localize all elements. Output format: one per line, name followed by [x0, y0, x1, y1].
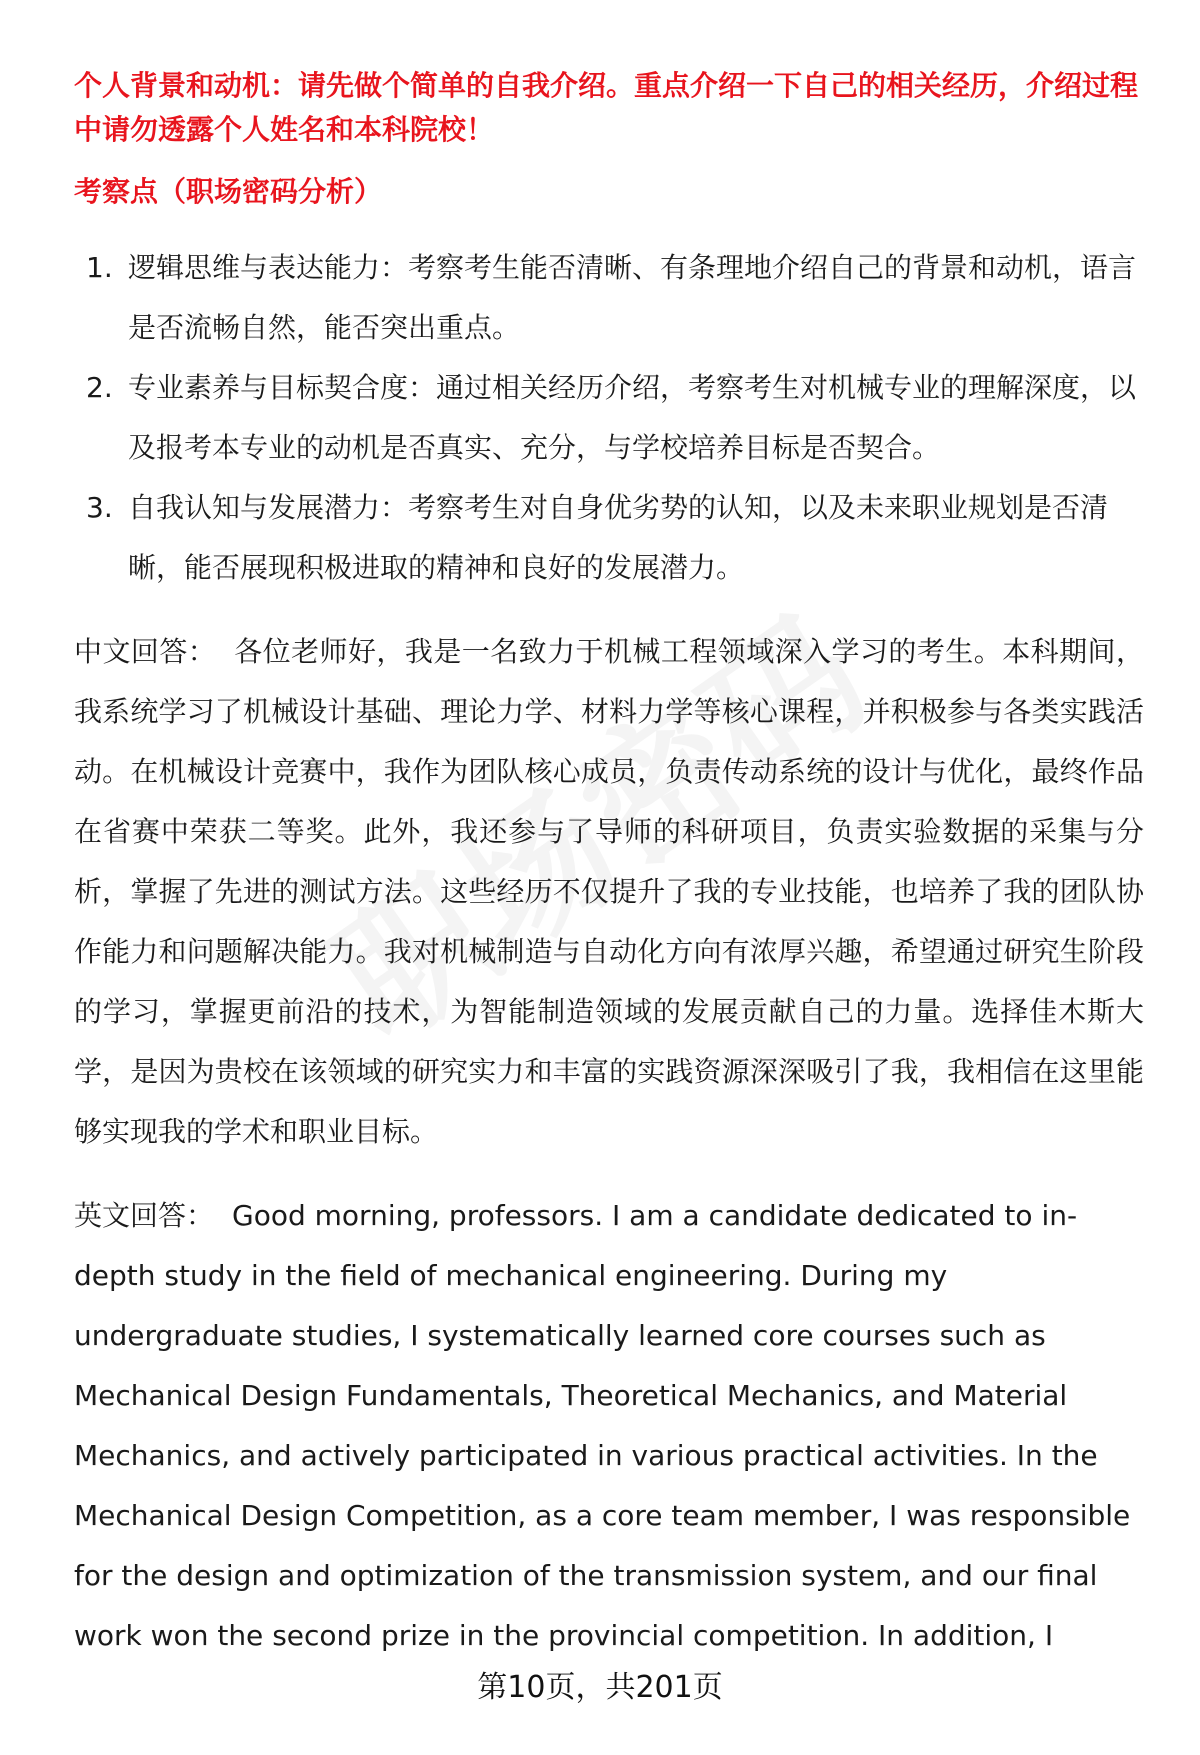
- page-content: [74, 64, 1144, 1666]
- english-answer-text: Good morning, professors. I am a candidate dedicated to in-depth study in the field of mechanical engineering. During my undergraduate studies, I systematically learned core courses such as Mechanical Design Fundamentals, Theoretical Mechanics, and Material Mechanics, and actively participated in various practical activities. In the Mechanical Design Competition, as a core team member, I was responsible for the design and optimization of the transmission system, and our final work won the second prize in the provincial competition. In addition, I: [74, 1199, 1131, 1652]
- chinese-answer-label: 中文回答：: [74, 635, 217, 668]
- chinese-answer: [74, 622, 1144, 1162]
- english-answer-label: 英文回答：: [74, 1199, 215, 1232]
- list-item: [74, 358, 1144, 478]
- list-item-number: 2.: [86, 371, 113, 404]
- section-title: 考察点（职场密码分析）: [74, 175, 383, 208]
- page-number-footer: 第10页，共201页: [477, 1670, 723, 1705]
- english-answer: [74, 1186, 1144, 1666]
- question-heading: 个人背景和动机：请先做个简单的自我介绍。重点介绍一下自己的相关经历，介绍过程中请勿透露个人姓名和本科院校！: [74, 69, 1139, 146]
- list-item-number: 1.: [86, 251, 113, 284]
- list-item-text: 自我认知与发展潜力：考察考生对自身优劣势的认知，以及未来职业规划是否清晰，能否展现积极进取的精神和良好的发展潜力。: [128, 491, 1109, 584]
- list-item: [74, 478, 1144, 598]
- list-item-number: 3.: [86, 491, 113, 524]
- list-item-text: 逻辑思维与表达能力：考察考生能否清晰、有条理地介绍自己的背景和动机，语言是否流畅自然，能否突出重点。: [128, 251, 1137, 344]
- chinese-answer-text: 各位老师好，我是一名致力于机械工程领域深入学习的考生。本科期间，我系统学习了机械设计基础、理论力学、材料力学等核心课程，并积极参与各类实践活动。在机械设计竞赛中，我作为团队核心成员，负责传动系统的设计与优化，最终作品在省赛中荣获二等奖。此外，我还参与了导师的科研项目，负责实验数据的采集与分析，掌握了先进的测试方法。这些经历不仅提升了我的专业技能，也培养了我的团队协作能力和问题解决能力。我对机械制造与自动化方向有浓厚兴趣，希望通过研究生阶段的学习，掌握更前沿的技术，为智能制造领域的发展贡献自己的力量。选择佳木斯大学，是因为贵校在该领域的研究实力和丰富的实践资源深深吸引了我，我相信在这里能够实现我的学术和职业目标。: [74, 635, 1144, 1148]
- list-item-text: 专业素养与目标契合度：通过相关经历介绍，考察考生对机械专业的理解深度，以及报考本专业的动机是否真实、充分，与学校培养目标是否契合。: [128, 371, 1137, 464]
- assessment-points-list: [74, 238, 1144, 598]
- list-item: [74, 238, 1144, 358]
